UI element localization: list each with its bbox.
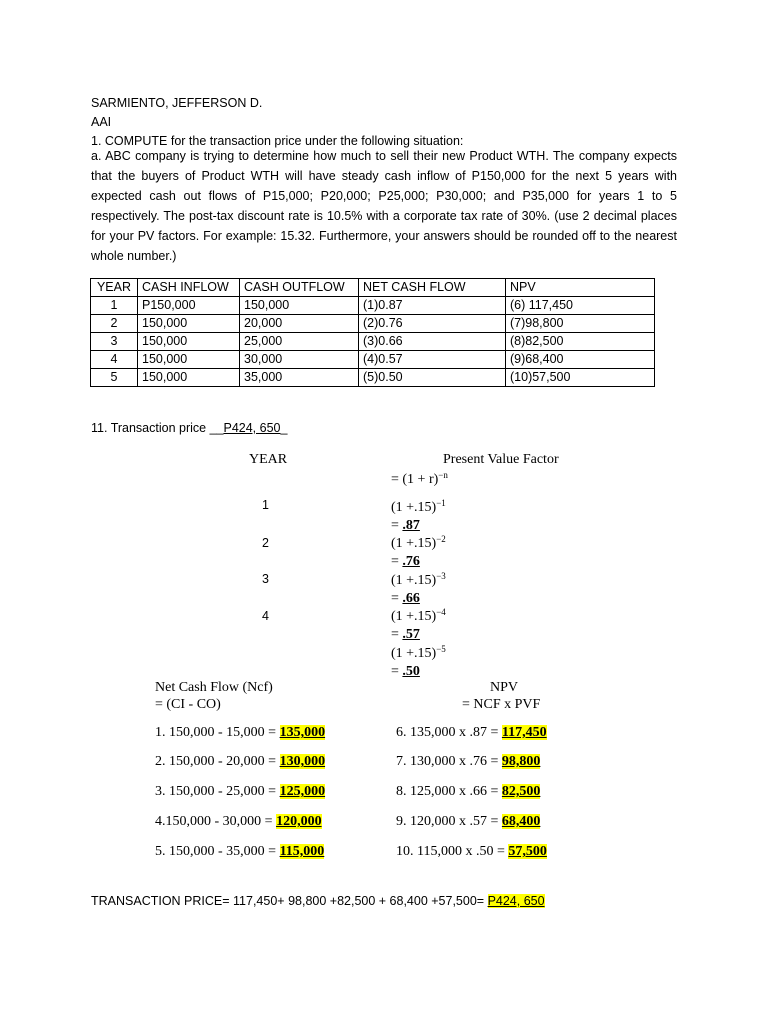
npv-result: 98,800 — [501, 754, 541, 769]
question-title: 1. COMPUTE for the transaction price under the following situation: — [91, 134, 464, 148]
answer-suffix: _ — [280, 421, 288, 435]
table-row — [91, 315, 655, 333]
table-cell: (9)68,400 — [506, 351, 655, 369]
pvf-formula: = $(1 + r)^{-n}$ — [391, 470, 448, 487]
pv-factor-formula: $(1 +.15)^{-4}$ — [391, 607, 446, 624]
ncf-item: 3. 150,000 - 25,000 = 125,000 — [155, 784, 326, 799]
ncf-result: 120,000 — [276, 814, 322, 829]
ncf-result: 135,000 — [279, 725, 326, 740]
ncf-result: 125,000 — [279, 784, 326, 799]
table-cell: 4 — [91, 351, 138, 369]
table-cell: 5 — [91, 369, 138, 387]
ncf-formula: = (CI - CO) — [155, 697, 221, 712]
table-header-cell: NET CASH FLOW — [359, 279, 506, 297]
pv-factor-result: = .76 — [391, 554, 420, 569]
ncf-item: 1. 150,000 - 15,000 = 135,000 — [155, 725, 326, 740]
pv-factor-result: = .66 — [391, 591, 420, 606]
table-header-cell: NPV — [506, 279, 655, 297]
pv-factor-formula: $(1 +.15)^{-5}$ — [391, 644, 446, 661]
ncf-title: Net Cash Flow (Ncf) — [155, 680, 273, 695]
table-cell: 150,000 — [240, 297, 359, 315]
table-cell: 25,000 — [240, 333, 359, 351]
table-cell: P150,000 — [138, 297, 240, 315]
table-header-cell: CASH OUTFLOW — [240, 279, 359, 297]
ncf-item: 5. 150,000 - 35,000 = 115,000 — [155, 844, 325, 859]
table-header-cell: CASH INFLOW — [138, 279, 240, 297]
npv-result: 68,400 — [501, 814, 541, 829]
npv-title: NPV — [490, 680, 519, 695]
table-cell: (3)0.66 — [359, 333, 506, 351]
npv-item: 9. 120,000 x .57 = 68,400 — [396, 814, 541, 829]
pv-factor-result: = .57 — [391, 627, 420, 642]
table-cell: (2)0.76 — [359, 315, 506, 333]
table-cell: (4)0.57 — [359, 351, 506, 369]
table-cell: 150,000 — [138, 351, 240, 369]
npv-item: 10. 115,000 x .50 = 57,500 — [396, 844, 547, 859]
student-name: SARMIENTO, JEFFERSON D. — [91, 96, 263, 110]
section-label: AAI — [91, 115, 112, 129]
table-cell: (6) 117,450 — [506, 297, 655, 315]
pv-factor-result: = .87 — [391, 518, 420, 533]
year-header: YEAR — [249, 452, 288, 467]
table-cell: 3 — [91, 333, 138, 351]
cash-flow-table — [90, 278, 655, 387]
pv-factor-result: = .50 — [391, 664, 420, 679]
table-cell: (5)0.50 — [359, 369, 506, 387]
pv-factor-formula: $(1 +.15)^{-2}$ — [391, 534, 446, 551]
table-header-cell: YEAR — [91, 279, 138, 297]
pv-factor-formula: $(1 +.15)^{-1}$ — [391, 498, 446, 515]
table-cell: 150,000 — [138, 315, 240, 333]
answer-value: P424, 650 — [223, 421, 281, 435]
ncf-item: 4.150,000 - 30,000 = 120,000 — [155, 814, 322, 829]
table-cell: 150,000 — [138, 369, 240, 387]
table-cell: 35,000 — [240, 369, 359, 387]
npv-formula: = NCF x PVF — [462, 697, 541, 712]
table-cell: 1 — [91, 297, 138, 315]
table-cell: 30,000 — [240, 351, 359, 369]
table-cell: 2 — [91, 315, 138, 333]
ncf-item: 2. 150,000 - 20,000 = 130,000 — [155, 754, 326, 769]
table-cell: (1)0.87 — [359, 297, 506, 315]
npv-result: 82,500 — [501, 784, 541, 799]
npv-item: 7. 130,000 x .76 = 98,800 — [396, 754, 541, 769]
table-row — [91, 351, 655, 369]
ncf-result: 130,000 — [279, 754, 326, 769]
table-row — [91, 333, 655, 351]
table-cell: (8)82,500 — [506, 333, 655, 351]
year-label: 1 — [262, 498, 269, 512]
npv-item: 6. 135,000 x .87 = 117,450 — [396, 725, 547, 740]
npv-result: 57,500 — [508, 844, 547, 859]
table-cell: 20,000 — [240, 315, 359, 333]
table-row — [91, 297, 655, 315]
year-label: 2 — [262, 536, 269, 550]
year-label: 3 — [262, 572, 269, 586]
table-cell: (10)57,500 — [506, 369, 655, 387]
pvf-header: Present Value Factor — [443, 452, 559, 467]
answer-line — [91, 421, 287, 435]
table-cell: (7)98,800 — [506, 315, 655, 333]
transaction-price-total: TRANSACTION PRICE= 117,450+ 98,800 +82,500 + 68,400 +57,500= P424, 650 — [91, 894, 545, 908]
transaction-price-value: P424, 650 — [487, 894, 545, 908]
year-label: 4 — [262, 609, 269, 623]
table-header-row — [91, 279, 655, 297]
pv-factor-formula: $(1 +.15)^{-3}$ — [391, 571, 446, 588]
problem-paragraph: a. ABC company is trying to determine how much to sell their new Product WTH. The company expects that the buyers of Product WTH will have steady cash inflow of P150,000 for the next 5 years with expected cash out flows of P15,000; P20,000; P25,000; P30,000; and P35,000 for years 1 to 5 respectively. The post-tax discount rate is 10.5% with a corporate tax rate of 30%. (use 2 decimal places for your PV factors. For example: 15.32. Furthermore, your answers should be rounded off to the nearest whole number.) — [91, 149, 677, 263]
ncf-result: 115,000 — [279, 844, 325, 859]
table-cell: 150,000 — [138, 333, 240, 351]
table-row — [91, 369, 655, 387]
answer-prefix: 11. Transaction price __ — [91, 421, 224, 435]
npv-result: 117,450 — [501, 725, 547, 740]
npv-item: 8. 125,000 x .66 = 82,500 — [396, 784, 541, 799]
